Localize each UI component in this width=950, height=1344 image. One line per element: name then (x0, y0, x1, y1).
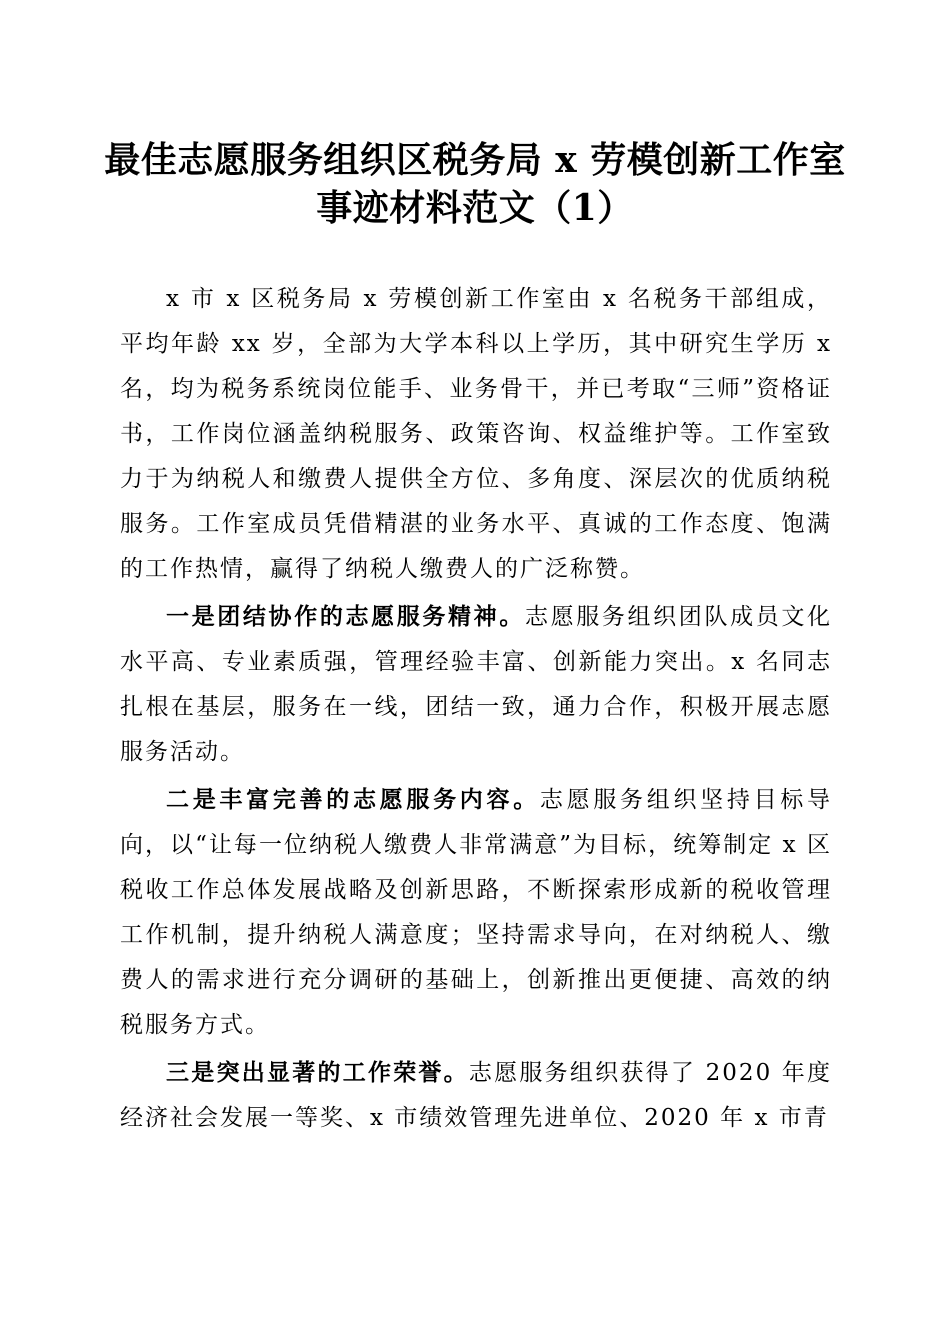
title-line-2: 事迹材料范文（1） (316, 187, 634, 229)
paragraph-text: 志愿服务组织坚持目标导向，以“让每一位纳税人缴费人非常满意”为目标，统筹制定 x 区税收工作总体发展战略及创新思路，不断探索形成新的税收管理工作机制，提升纳税人满意度；坚持需求导向，在对纳税人、缴费人的需求进行充分调研的基础上，创新推出更便捷、高效的纳税服务方式。 (120, 787, 833, 1038)
paragraph-service-content (120, 777, 832, 1048)
paragraph-lead: 一是团结协作的志愿服务精神。 (166, 603, 525, 630)
paragraph-text: x 市 x 区税务局 x 劳模创新工作室由 x 名税务干部组成，平均年龄 xx 岁，全部为大学本科以上学历，其中研究生学历 x 名，均为税务系统岗位能手、业务骨干，并已考取“三师”资格证书，工作岗位涵盖纳税服务、政策咨询、权益维护等。工作室致力于为纳税人和缴费人提供全方位、多角度、深层次的优质纳税服务。工作室成员凭借精湛的业务水平、真诚的工作态度、饱满的工作热情，赢得了纳税人缴费人的广泛称赞。 (120, 286, 832, 582)
paragraph-lead: 三是突出显著的工作荣誉。 (166, 1059, 469, 1086)
paragraph-honors (120, 1050, 832, 1141)
document-body (120, 277, 832, 1141)
paragraph-intro (120, 277, 832, 592)
title-line-1: 最佳志愿服务组织区税务局 x 劳模创新工作室 (104, 139, 846, 181)
paragraph-text: 志愿服务组织团队成员文化水平高、专业素质强，管理经验丰富、创新能力突出。x 名同志扎根在基层，服务在一线，团结一致，通力合作，积极开展志愿服务活动。 (120, 604, 833, 765)
document-title (100, 136, 850, 232)
paragraph-lead: 二是丰富完善的志愿服务内容。 (166, 786, 540, 813)
paragraph-text: 志愿服务组织获得了 2020 年度经济社会发展一等奖、x 市绩效管理先进单位、2020 年 x 市青 (120, 1060, 832, 1131)
paragraph-teamwork (120, 594, 832, 775)
